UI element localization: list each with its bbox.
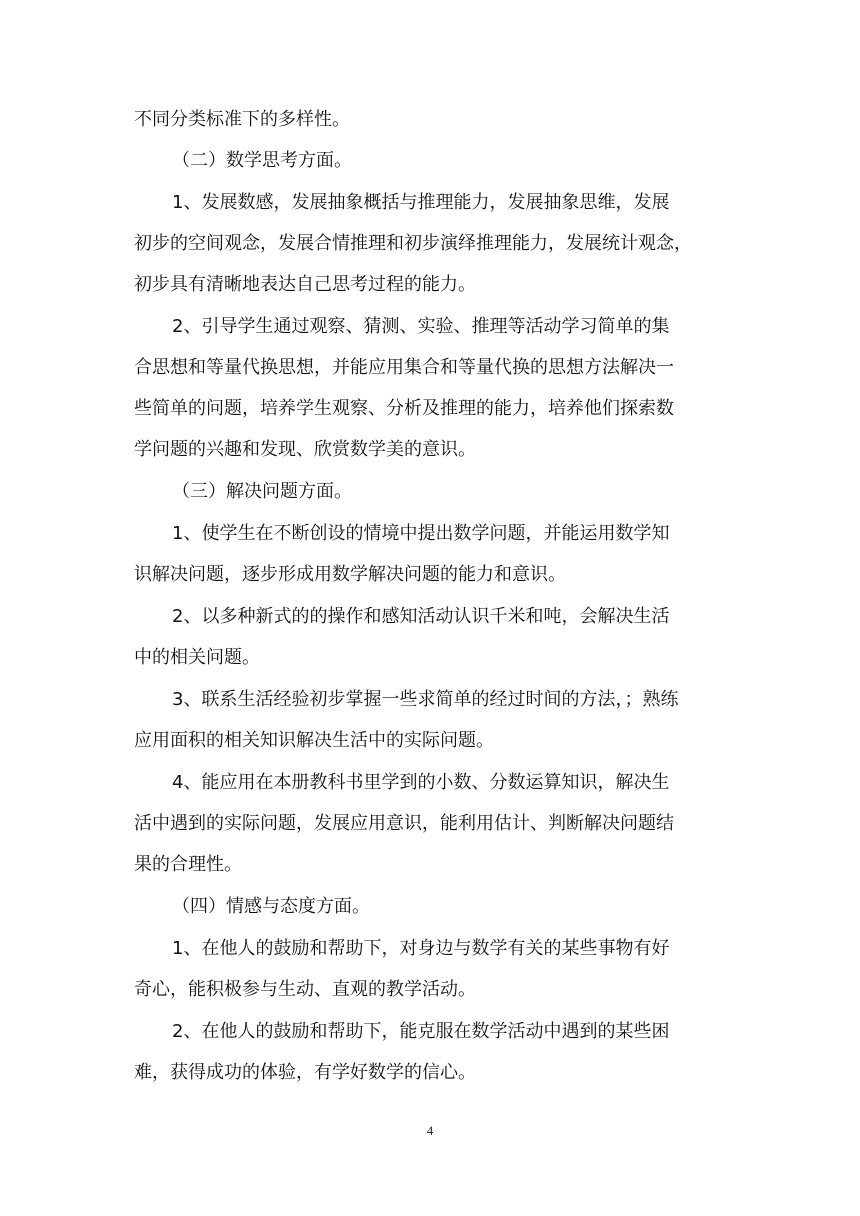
- text-line: 1、使学生在不断创设的情境中提出数学问题，并能运用数学知: [172, 523, 670, 544]
- text-line: 1、发展数感，发展抽象概括与推理能力，发展抽象思维，发展: [172, 192, 670, 213]
- text-line: 合思想和等量代换思想，并能应用集合和等量代换的思想方法解决一: [134, 357, 674, 378]
- text-line: 1、在他人的鼓励和帮助下，对身边与数学有关的某些事物有好: [172, 938, 670, 959]
- text-line: 2、引导学生通过观察、猜测、实验、推理等活动学习简单的集: [172, 316, 670, 337]
- text-line: 学问题的兴趣和发现、欣赏数学美的意识。: [134, 439, 476, 460]
- text-line: 活中遇到的实际问题，发展应用意识，能利用估计、判断解决问题结: [134, 813, 674, 834]
- text-line: 3、联系生活经验初步掌握一些求简单的经过时间的方法，；熟练: [172, 689, 679, 710]
- text-line: 识解决问题，逐步形成用数学解决问题的能力和意识。: [134, 564, 566, 585]
- text-line: 2、在他人的鼓励和帮助下，能克服在数学活动中遇到的某些困: [172, 1021, 670, 1042]
- text-line: 4、能应用在本册教科书里学到的小数、分数运算知识，解决生: [172, 772, 670, 793]
- text-line: 果的合理性。: [134, 854, 242, 875]
- section-heading-problem-solving: （三）解决问题方面。: [172, 481, 352, 502]
- text-line: 些简单的问题，培养学生观察、分析及推理的能力，培养他们探索数: [134, 398, 674, 419]
- text-line: 难，获得成功的体验，有学好数学的信心。: [134, 1062, 476, 1083]
- section-heading-emotion-attitude: （四）情感与态度方面。: [172, 896, 370, 917]
- text-line: 中的相关问题。: [134, 647, 260, 668]
- section-heading-math-thinking: （二）数学思考方面。: [172, 150, 352, 171]
- text-line: 初步的空间观念，发展合情推理和初步演绎推理能力，发展统计观念，: [134, 233, 692, 254]
- text-line: 应用面积的相关知识解决生活中的实际问题。: [134, 730, 494, 751]
- text-line: 不同分类标准下的多样性。: [134, 109, 350, 130]
- text-line: 2、以多种新式的的操作和感知活动认识千米和吨，会解决生活: [172, 606, 670, 627]
- text-line: 初步具有清晰地表达自己思考过程的能力。: [134, 274, 476, 295]
- document-body: [134, 110, 732, 1083]
- page-number: 4: [426, 1123, 434, 1138]
- text-line: 奇心，能积极参与生动、直观的教学活动。: [134, 979, 476, 1000]
